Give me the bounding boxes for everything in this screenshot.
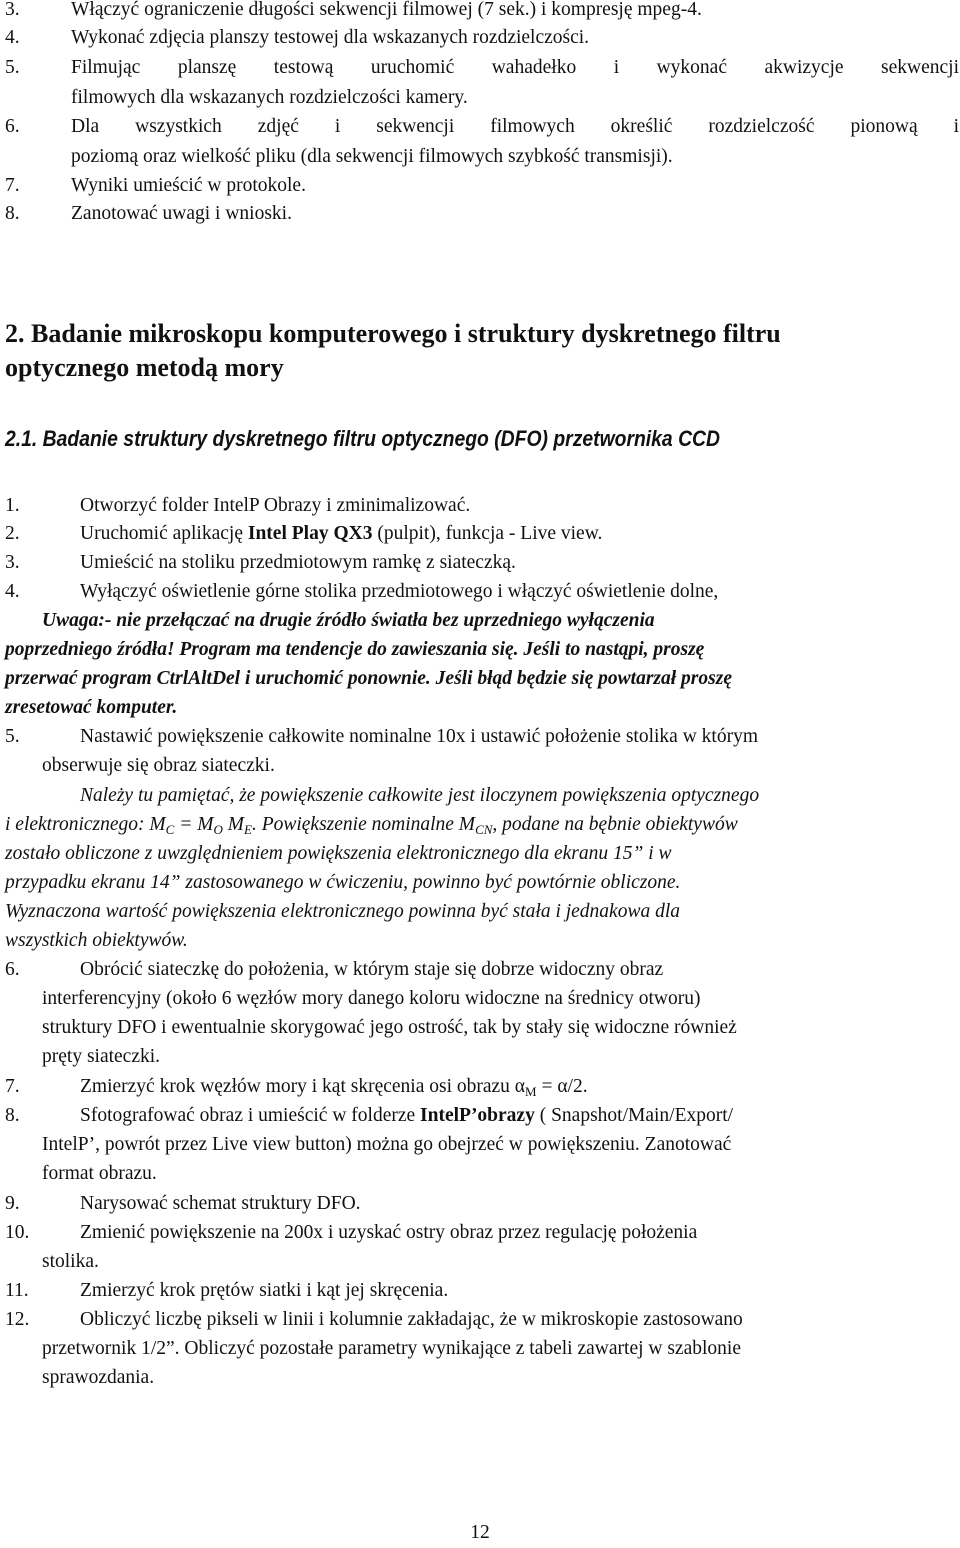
folder-name: IntelP’obrazy xyxy=(420,1105,535,1126)
list-item-number: 11. xyxy=(5,1280,29,1301)
list-item-text: Obrócić siateczkę do położenia, w którym staje się dobrze widoczny obraz xyxy=(80,959,664,980)
list-item-number: 8. xyxy=(5,203,20,224)
list-item-text: interferencyjny (około 6 węzłów mory danego koloru widoczne na średnicy otworu) xyxy=(42,988,701,1009)
list-item-number: 3. xyxy=(5,0,20,20)
list-item-text: format obrazu. xyxy=(42,1163,157,1184)
list-item-number: 2. xyxy=(5,523,20,544)
list-item-text: Włączyć ograniczenie długości sekwencji filmowej (7 sek.) i kompresję mpeg-4. xyxy=(71,0,702,20)
list-item-number: 9. xyxy=(5,1193,20,1214)
list-item-number: 7. xyxy=(5,1076,20,1097)
list-item-text: Zmierzyć krok węzłów mory i kąt skręcenia osi obrazu $\alpha_M = \alpha/2$. xyxy=(80,1076,588,1099)
list-item-text: Narysować schemat struktury DFO. xyxy=(80,1193,361,1214)
warning-line: zresetować komputer. xyxy=(5,697,178,718)
subsection-heading: 2.1. Badanie struktury dyskretnego filtru optycznego (DFO) przetwornika CCD xyxy=(5,426,720,451)
list-item-number: 8. xyxy=(5,1105,20,1126)
list-item-text: Dla wszystkich zdjęć i sekwencji filmowych określić rozdzielczość pionową i xyxy=(71,116,959,137)
list-item-text: Wyłączyć oświetlenie górne stolika przedmiotowego i włączyć oświetlenie dolne, xyxy=(80,581,719,602)
list-item-number: 6. xyxy=(5,959,20,980)
list-item-text: filmowych dla wskazanych rozdzielczości kamery. xyxy=(71,87,468,108)
list-item-text: Otworzyć folder IntelP Obrazy i zminimalizować. xyxy=(80,495,471,516)
list-item-number: 6. xyxy=(5,116,20,137)
list-item-number: 5. xyxy=(5,726,20,747)
list-item-text: IntelP’, powrót przez Live view button) można go obejrzeć w powiększeniu. Zanotować xyxy=(42,1134,732,1155)
list-item-text: pręty siateczki. xyxy=(42,1046,161,1067)
list-item-number: 5. xyxy=(5,57,20,78)
note-line: Należy tu pamiętać, że powiększenie całkowite jest iloczynem powiększenia optycznego xyxy=(80,785,760,806)
list-item-text: struktury DFO i ewentualnie skorygować jego ostrość, tak by stały się widoczne również xyxy=(42,1017,737,1038)
warning-line: Uwaga:- nie przełączać na drugie źródło światła bez uprzedniego wyłączenia xyxy=(42,610,655,631)
list-item-text: stolika. xyxy=(42,1251,99,1272)
note-line: przypadku ekranu 14” zastosowanego w ćwiczeniu, powinno być powtórnie obliczone. xyxy=(5,872,681,893)
list-item-text: Zanotować uwagi i wnioski. xyxy=(71,203,292,224)
list-item-text: obserwuje się obraz siateczki. xyxy=(42,755,275,776)
warning-line: przerwać program CtrlAltDel i uruchomić ponownie. Jeśli błąd będzie się powtarzał proszę xyxy=(5,668,732,689)
note-line: Wyznaczona wartość powiększenia elektronicznego powinna być stała i jednakowa dla xyxy=(5,901,681,922)
list-item-number: 4. xyxy=(5,27,20,48)
section-heading-continued: optycznego metodą mory xyxy=(5,353,284,382)
section-heading: 2. Badanie mikroskopu komputerowego i struktury dyskretnego filtru xyxy=(5,319,781,348)
page-number: 12 xyxy=(470,1522,490,1543)
list-item-number: 10. xyxy=(5,1222,30,1243)
note-line: i elektronicznego: $M_C = M_O$ $M_E$. Powiększenie nominalne $M_{CN}$, podane na bębnie obiektywów xyxy=(5,814,738,837)
list-item-text: Obliczyć liczbę pikseli w linii i kolumnie zakładając, że w mikroskopie zastosowano xyxy=(80,1309,743,1330)
list-item-text: Wykonać zdjęcia planszy testowej dla wskazanych rozdzielczości. xyxy=(71,27,590,48)
note-line: wszystkich obiektywów. xyxy=(5,930,188,951)
warning-line: poprzedniego źródła! Program ma tendencje do zawieszania się. Jeśli to nastąpi, proszę xyxy=(5,639,705,660)
list-item-text: Zmierzyć krok prętów siatki i kąt jej skręcenia. xyxy=(80,1280,449,1301)
list-item-text: Umieścić na stoliku przedmiotowym ramkę z siateczką. xyxy=(80,552,516,573)
list-item-number: 3. xyxy=(5,552,20,573)
list-item-number: 4. xyxy=(5,581,20,602)
list-item-text: Nastawić powiększenie całkowite nominalne 10x i ustawić położenie stolika w którym xyxy=(80,726,758,747)
list-item-text: Wyniki umieścić w protokole. xyxy=(71,175,306,196)
list-item-number: 12. xyxy=(5,1309,30,1330)
app-name: Intel Play QX3 xyxy=(247,523,373,544)
list-item-text: Zmienić powiększenie na 200x i uzyskać ostry obraz przez regulację położenia xyxy=(80,1222,698,1243)
list-item-text: sprawozdania. xyxy=(42,1367,155,1388)
note-line: zostało obliczone z uwzględnieniem powiększenia elektronicznego dla ekranu 15” i w xyxy=(5,843,672,864)
list-item-text: Filmując planszę testową uruchomić wahadełko i wykonać akwizycje sekwencji xyxy=(71,57,959,78)
list-item-text: Uruchomić aplikację Intel Play QX3 (pulpit), funkcja - Live view. xyxy=(80,523,603,544)
list-item-number: 7. xyxy=(5,175,20,196)
list-item-text: przetwornik 1/2”. Obliczyć pozostałe parametry wynikające z tabeli zawartej w szablonie xyxy=(42,1338,741,1359)
list-item-number: 1. xyxy=(5,495,20,516)
list-item-text: Sfotografować obraz i umieścić w folderze IntelP’obrazy ( Snapshot/Main/Export/ xyxy=(80,1105,734,1126)
list-item-text: poziomą oraz wielkość pliku (dla sekwencji filmowych szybkość transmisji). xyxy=(71,146,673,167)
